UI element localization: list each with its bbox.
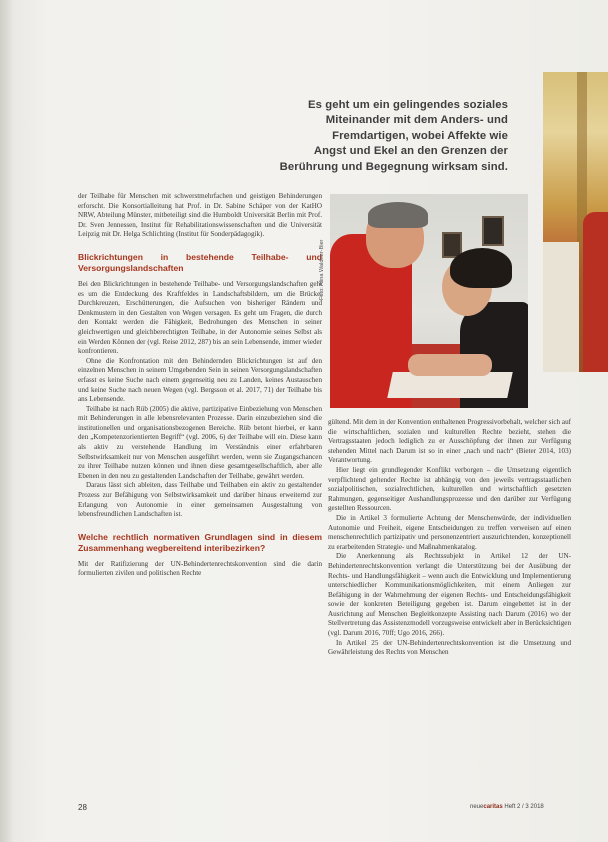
pull-quote xyxy=(250,98,508,175)
photo-two-people-table xyxy=(330,194,528,408)
right-text-column xyxy=(328,418,571,658)
edge-photo-strip xyxy=(543,72,608,372)
left-text-column xyxy=(78,192,322,579)
magazine-footer xyxy=(470,804,544,810)
subheading-blickrichtungen: Blickrichtungen in bestehende Teilhabe- und Versorgungslandschaften xyxy=(78,251,322,273)
pull-quote-line: Fremdartigen, wobei Affekte wie xyxy=(332,129,508,142)
page-number: 28 xyxy=(78,803,87,812)
edge-photo-red-area xyxy=(583,212,608,372)
paragraph: Teilhabe ist nach Rüb (2005) die aktive, partizipative Einbeziehung von Menschen mit Behinderungen in alle lebensrelevanten Prozesse. Darin einzubeziehen sind die institutionellen und organisationsbezogenen Bereiche. Rüb betont hierbei, er kann den „Kompetenzorientierten Begriff“ (vgl. 2006, 6) der Teilhabe will ein. Diese kann als aktiv zu verstehende Handlung im Verständnis einer erfahrbaren Selbstwirksamkeit nur von Menschen ausgeführt werden, wenn sie Zugangschancen zu ihrer Teilhabe nutzen können und ihnen diese gesamtgesellschaftlich, aber alle Ebenen in den neu zu gestaltenden Landschaften der Teilhabe, gewährt werden. xyxy=(78,404,322,480)
pull-quote-line: Berührung und Begegnung wirksam sind. xyxy=(279,160,508,173)
subheading-rechtliche-grundlagen: Welche rechtlich normativen Grundlagen sind in diesem Zusammenhang wegbereitend interibezirken? xyxy=(78,531,322,553)
photo-credit: Foto: Alina Waldner-Bier xyxy=(319,239,325,300)
photo-hands xyxy=(408,354,492,376)
paragraph: Die Anerkennung als Rechtssubjekt in Artikel 12 der UN-Behindertenrechtskonvention verlangt die Unterstützung bei der Ausübung der Rechts- und Handlungsfähigkeit – wenn auch die Entwicklung und Implementierung unterschiedlicher Kommunikationsmöglichkeiten, mit einem Anliegen zur Befähigung in der Wahrnehmung der eigenen Rechts- und Entscheidungsfähigkeit sowie der konkreten Beteiligung gegeben ist. Darum eingebettet ist in der Ausrichtung auf Menschen Begleitkonzepte Assisting nach Darum (2016) wo der Stellvertretung das Assistenzmodell vorzugsweise entwickelt aber in Berücksichtigen (vgl. Darum 2016, 70ff; Ugo 2016, 266). xyxy=(328,552,571,638)
pull-quote-line: Angst und Ekel an den Grenzen der xyxy=(313,145,508,158)
paragraph: Bei den Blickrichtungen in bestehende Teilhabe- und Versorgungslandschaften geht es um die Entdeckung des Kraftfeldes in Landschaftsbildern, um die Brücke, Durchkreuzen, Erschütterungen, die Aufsuchen von bisheriger Rändern und Denkmustern in den Gestalten von Wegen versagen. Es geht um Fragen, die durch den Kontakt werden die Fähigkeit, Bedrohungen des Menschen in seiner gleichwertigen und gleichberechtigten Teilhabe, in der Autonomie seines Selbst als ein Werden Können der (vgl. Reise 2012, 287) bis an sein Lebensende, immer wieder konfrontieren. xyxy=(78,279,322,356)
paragraph-intro: der Teilhabe für Menschen mit schwerstmehrfachen und geistigen Behinderungen erforscht. Die Konsortialleitung hat Prof. in Dr. Sabine Schäper von der KatHO NRW, Abteilung Münster, mitbeteiligt sind die Humboldt Universität Berlin mit Prof. Dr. Sven Jennessen, Institut für Rehabilitationswissenschaften und die Universität Leipzig mit Dr. Helga Schlichting (Institut für Sonderpädagogik). xyxy=(78,192,322,239)
magazine-brand: neue xyxy=(470,804,484,810)
paragraph: Daraus lässt sich ableiten, dass Teilhabe und Teilhaben ein aktiv zu gestaltender Prozess zur Befähigung von Selbstwirksamkeit und darüber hinaus erweiternd zur Erlangung von Autonomie in einer gemeinsamen Ausgestaltung von lebensfreundlichen Landschaften ist. xyxy=(78,481,322,519)
edge-photo-pale-area xyxy=(543,242,579,372)
photo-picture-frame xyxy=(482,216,504,246)
paragraph: gültend. Mit dem in der Konvention enthaltenen Progressivorbehalt, welcher sich auf die wirtschaftlichen, sozialen und kulturellen Rechte bezieht, stehen die Vertragsstaaten jedoch lediglich zu er Ausschöpfung der ihnen zur Verfügung stehenden Mittel nach Darum ist so in einer „nach und nach“ (Bieter 2014, 103) Verantwortung. xyxy=(328,418,571,465)
paragraph: Die in Artikel 3 formulierte Achtung der Menschenwürde, der individuellen Autonomie und Freiheit, eigene Entscheidungen zu treffen verweisen auf einen menschenrechtlich partizipativ und personenzentriert auszurichtenden, konzeptionell zu erarbeitenden Strategie- und Maßnahmenkatalog. xyxy=(328,513,571,551)
paragraph: In Artikel 25 der UN-Behindertenrechtskonvention ist die Umsetzung und Gewährleistung des Rechts von Menschen xyxy=(328,638,571,657)
paragraph: Mit der Ratifizierung der UN-Behindertenrechtskonvention sind die darin formulierten zivilen und politischen Rechte xyxy=(78,559,322,578)
magazine-issue: Heft 2 / 3 2018 xyxy=(502,804,544,810)
photo-woman-hair xyxy=(450,248,512,288)
paragraph: Hier liegt ein grundlegender Konflikt verborgen – die Umsetzung eigentlich verpflichtend geltender Rechte ist abhängig von den jeweils vertragsstaatlichen sozialpolitischen, sozialrechtlichen, kulturellen und wirtschaftlich gesetzten Rahmungen, gegenseitiger Aushandlungsprozesse und den darüber zur Verfügung gestellten Ressourcen. xyxy=(328,465,571,513)
pull-quote-line: Es geht um ein gelingendes soziales xyxy=(308,99,508,111)
binding-shadow xyxy=(0,0,14,842)
pull-quote-line: Miteinander mit dem Anders- und xyxy=(325,114,508,127)
photo-man-hair xyxy=(368,202,428,228)
paragraph: Ohne die Konfrontation mit den Behindernden Blickrichtungen ist auf den einzelnen Menschen in seinem Umgebenden Sein in seinen Versorgungslandschaften erfasst es keine Suche nach einem gegenseitig neu zu Landen, keines Austauschen und keine Suche nach neuen Wegen (vgl. Bergsson et al. 2017, 71) der Teilhabe bis ans Lebensende. xyxy=(78,356,322,404)
magazine-brand-bold: caritas xyxy=(483,804,503,810)
